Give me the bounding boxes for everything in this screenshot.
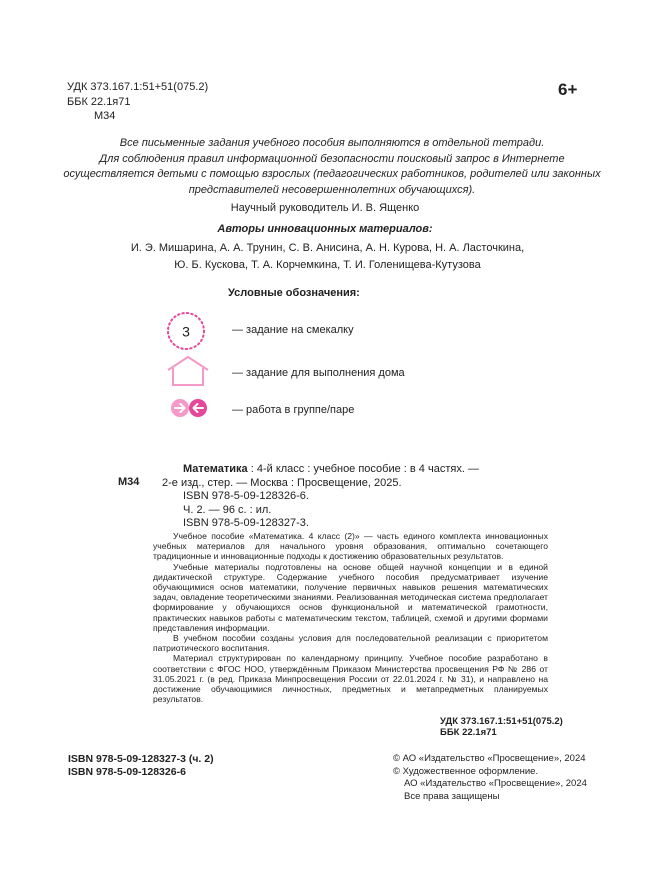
- age-rating: 6+: [558, 80, 578, 99]
- udk-code-bottom: УДК 373.167.1:51+51(075.2): [440, 716, 563, 727]
- abstract-paragraph-3: В учебном пособии созданы условия для последовательной реализации с приоритетом патриотического воспитания.: [153, 633, 548, 654]
- author-mark: М34: [94, 110, 116, 122]
- biblio-line-4: Ч. 2. — 96 с. : ил.: [183, 503, 272, 516]
- isbn-block: [68, 753, 214, 779]
- bbk-code-bottom: ББК 22.1я71: [440, 727, 497, 738]
- copyright-line-1: © АО «Издательство «Просвещение», 2024: [393, 753, 586, 764]
- house-icon: [166, 355, 210, 387]
- copyright-line-4: Все права защищены: [404, 790, 500, 802]
- authors-list: [70, 240, 585, 274]
- group-work-icon: [170, 398, 212, 418]
- legend-item-group: — работа в группе/паре: [232, 404, 355, 416]
- biblio-line-3: ISBN 978-5-09-128326-6.: [183, 490, 309, 502]
- authors-line-2: Ю. Б. Кускова, Т. А. Корчемкина, Т. И. Голенищева-Кутузова: [174, 259, 481, 271]
- abstract-paragraph-1: Учебное пособие «Математика. 4 класс (2)» — часть единого комплекта инновационных учебных материалов для начального уровня образования, оптимально сочетающего традиционные и инновационные подходы к достижению образовательных результатов.: [153, 531, 548, 562]
- abstract: [153, 531, 548, 704]
- udk-block-top: [67, 80, 208, 124]
- circle-number-icon: [166, 311, 206, 351]
- book-title: Математика: [183, 463, 248, 475]
- isbn-part: ISBN 978-5-09-128327-3 (ч. 2): [68, 753, 214, 765]
- copyright-block: [393, 753, 587, 803]
- udk-block-bottom: [440, 716, 563, 738]
- biblio-line-1: : 4-й класс : учебное пособие : в 4 частях. —: [247, 463, 479, 475]
- isbn-set: ISBN 978-5-09-128326-6: [68, 766, 186, 778]
- biblio-line-2: 2-е изд., стер. — Москва : Просвещение, 2025.: [162, 476, 402, 489]
- legend-item-puzzle: — задание на смекалку: [232, 324, 354, 336]
- abstract-paragraph-2: Учебные материалы подготовлены на основе общей научной концепции и в единой дидактической структуре. Содержание учебного пособия предусматривает изучение обучающимися основ математики, получение первичных навыков решения математических задач, овладение теоретическими знаниями. Реализованная методическая система предполагает формирование у обучающихся основ функциональной и математической грамотности, практических навыков работы с математическим текстом, таблицей, схемой и другими формами представления информации.: [153, 561, 548, 633]
- authors-heading: Авторы инновационных материалов:: [217, 223, 433, 235]
- abstract-paragraph-4: Материал структурирован по календарному принципу. Учебное пособие разработано в соответствии с ФГОС НОО, утверждённым Приказом Министерства просвещения РФ № 286 от 31.05.2021 г. (в ред. Приказа Минпросвещения России от 22.01.2024 г. № 31), и направлено на достижение обучающимися личностных, предметных и метапредметных планируемых результатов.: [153, 653, 548, 705]
- udk-code: УДК 373.167.1:51+51(075.2): [67, 81, 209, 93]
- copyright-line-2: © Художественное оформление.: [393, 765, 539, 777]
- scientific-supervisor: Научный руководитель И. В. Ященко: [230, 202, 420, 214]
- legend-item-homework: — задание для выполнения дома: [232, 367, 405, 379]
- copyright-line-3: АО «Издательство «Просвещение», 2024: [404, 778, 587, 789]
- notice-text: [62, 136, 602, 198]
- catalog-mark: М34: [118, 476, 140, 488]
- legend-heading: Условные обозначения:: [228, 287, 360, 299]
- notice-line-1: Все письменные задания учебного пособия выполняются в отдельной тетради.: [119, 137, 545, 149]
- bbk-code: ББК 22.1я71: [67, 95, 131, 108]
- bibliographic-record: [162, 463, 548, 531]
- circle-number: 3: [182, 323, 190, 340]
- biblio-line-5: ISBN 978-5-09-128327-3.: [183, 517, 309, 529]
- authors-line-1: И. Э. Мишарина, А. А. Трунин, С. В. Анисина, А. Н. Курова, Н. А. Ласточкина,: [130, 242, 525, 254]
- notice-line-2: Для соблюдения правил информационной безопасности поисковый запрос в Интернете осуществляется детьми с помощью взрослых (педагогических работников, родителей или законных представителей несовершеннолетних обучающихся).: [63, 152, 601, 196]
